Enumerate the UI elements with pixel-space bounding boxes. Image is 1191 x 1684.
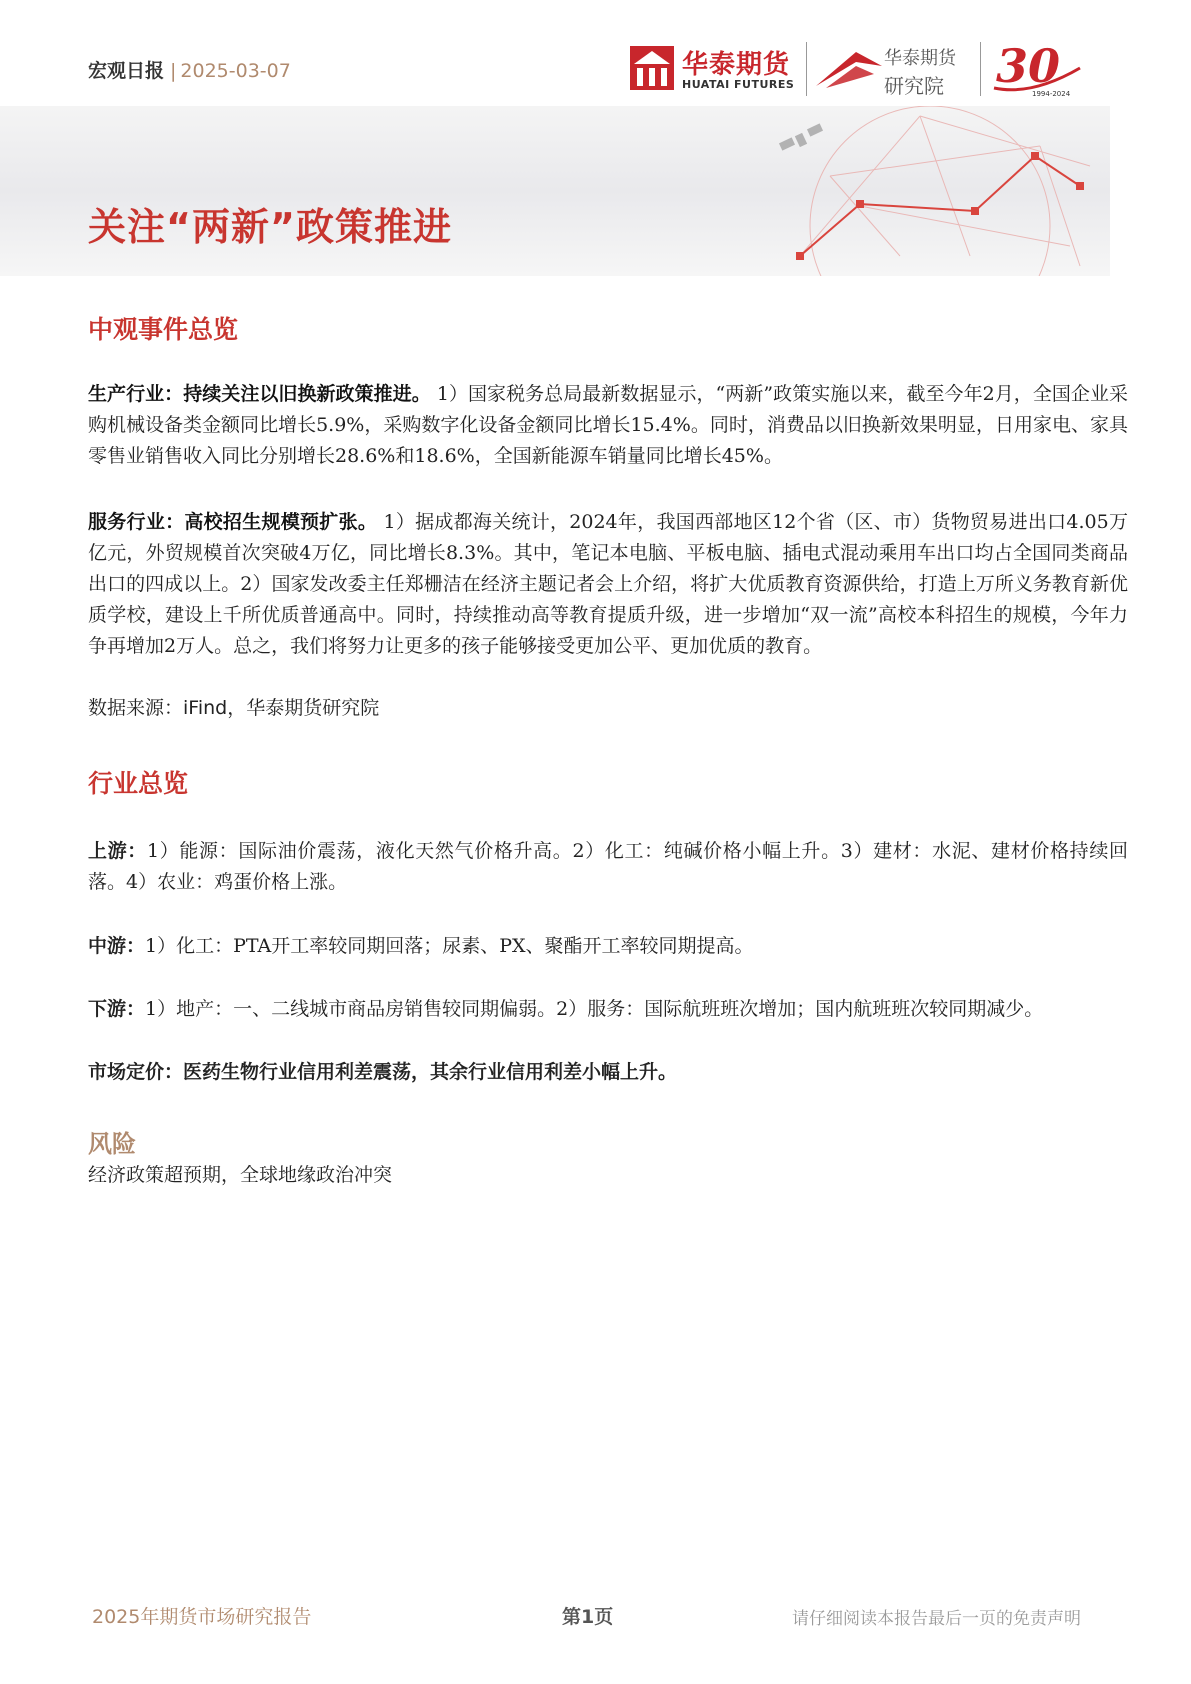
huatai-futures-logo: [630, 44, 800, 94]
anniversary-30-logo: [992, 38, 1084, 100]
service-body: 1）据成都海关统计，2024年，我国西部地区12个省（区、市）货物贸易进出口4.05万亿元，外贸规模首次突破4万亿，同比增长8.3%。其中，笔记本电脑、平板电脑、插电式混动乘用车出口均占全国同类商品出口的四成以上。2）国家发改委主任郑栅洁在经济主题记者会上介绍，将扩大优质教育资源供给，打造上万所义务教育新优质学校，建设上千所优质普通高中。同时，持续推动高等教育提质升级，进一步增加“双一流”高校本科招生的规模，今年力争再增加2万人。总之，我们将努力让更多的孩子能够接受更加公平、更加优质的教育。: [88, 511, 1128, 657]
downstream-label: 下游：: [88, 998, 146, 1020]
footer-disclaimer: 请仔细阅读本报告最后一页的免责声明: [792, 1609, 1081, 1629]
section-heading-industry: 行业总览: [88, 769, 189, 798]
header-separator: |: [170, 60, 177, 82]
paragraph-midstream: [88, 931, 1128, 962]
midstream-label: 中游：: [88, 935, 146, 957]
upstream-label: 上游：: [88, 840, 147, 862]
institute-logo: [816, 42, 976, 98]
logo-cn-text: 华泰期货: [682, 50, 791, 80]
report-header: [88, 56, 291, 83]
paragraph-pricing: [88, 1057, 1128, 1088]
paragraph-upstream: [88, 836, 1128, 898]
logo-divider: [806, 42, 807, 96]
institute-line1: 华泰期货: [884, 48, 956, 69]
logo-divider: [980, 42, 981, 96]
logo-group: [630, 38, 1090, 102]
downstream-body: 1）地产：一、二线城市商品房销售较同期偏弱。2）服务：国际航班班次增加；国内航班班次较同期减少。: [145, 998, 1044, 1020]
page-footer: [0, 1590, 1191, 1650]
production-body: 1）国家税务总局最新数据显示，“两新”政策实施以来，截至今年2月，全国企业采购机械设备类金额同比增长5.9%，采购数字化设备金额同比增长15.4%。同时，消费品以旧换新效果明显，日用家电、家具零售业销售收入同比分别增长28.6%和18.6%，全国新能源车销量同比增长45%。: [88, 383, 1128, 467]
report-date: 2025-03-07: [180, 60, 291, 82]
logo-en-text: HUATAI FUTURES: [682, 78, 795, 91]
upstream-body: 1）能源：国际油价震荡，液化天然气价格升高。2）化工：纯碱价格小幅上升。3）建材：水泥、建材价格持续回落。4）农业：鸡蛋价格上涨。: [88, 840, 1128, 893]
midstream-body: 1）化工：PTA开工率较同期回落；尿素、PX、聚酯开工率较同期提高。: [145, 935, 754, 957]
section-heading-meso: 中观事件总览: [88, 315, 239, 344]
footer-page-number: 第1页: [562, 1606, 614, 1628]
data-source: 数据来源：iFind，华泰期货研究院: [88, 697, 380, 719]
report-type: 宏观日报: [88, 60, 165, 82]
institute-line2: 研究院: [884, 74, 944, 98]
service-lead: 服务行业：高校招生规模预扩张。: [88, 511, 378, 533]
institute-bird-icon: [816, 48, 882, 92]
anniversary-30-icon: [992, 38, 1084, 100]
footer-report-name: 2025年期货市场研究报告: [92, 1606, 312, 1628]
risk-body: 经济政策超预期，全球地缘政治冲突: [88, 1164, 393, 1186]
production-lead: 生产行业：持续关注以旧换新政策推进。: [88, 383, 431, 405]
paragraph-service: [88, 507, 1128, 662]
page-title: 关注“两新”政策推进: [88, 205, 452, 249]
section-heading-risk: 风险: [88, 1130, 136, 1158]
huatai-emblem-icon: [630, 46, 674, 90]
paragraph-production: [88, 379, 1128, 472]
anniversary-years: 1994-2024: [1032, 90, 1071, 98]
pricing-text: 市场定价：医药生物行业信用利差震荡，其余行业信用利差小幅上升。: [88, 1061, 678, 1083]
anniversary-number: 30: [996, 39, 1061, 93]
paragraph-downstream: [88, 994, 1128, 1025]
